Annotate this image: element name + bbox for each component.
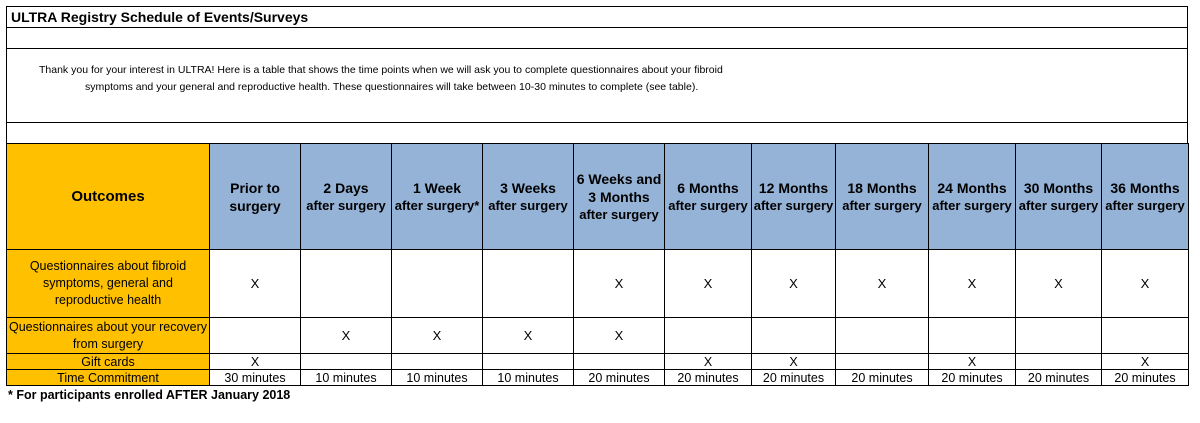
table-row [7, 370, 1189, 386]
intro-line-2: symptoms and your general and reproductive health. These questionnaires will take between 10-30 minutes to complete (see table). [85, 81, 699, 93]
row-label: Questionnaires about your recovery from surgery [7, 318, 210, 354]
blank-row [6, 27, 1188, 48]
table-cell: X [574, 250, 665, 318]
schedule-table [6, 143, 1189, 386]
table-cell: 30 minutes [210, 370, 301, 386]
timepoint-header: 24 Months after surgery [929, 144, 1016, 250]
outcomes-header: Outcomes [7, 144, 210, 250]
table-row [7, 250, 1189, 318]
table-cell [929, 318, 1016, 354]
intro-text [6, 48, 1188, 122]
timepoint-header: Prior to surgery [210, 144, 301, 250]
table-cell: X [665, 250, 752, 318]
table-cell: X [210, 354, 301, 370]
header-row [7, 144, 1189, 250]
table-cell: X [1016, 250, 1102, 318]
row-label: Questionnaires about fibroid symptoms, general and reproductive health [7, 250, 210, 318]
table-cell: X [929, 250, 1016, 318]
table-cell: 20 minutes [665, 370, 752, 386]
table-cell: 10 minutes [483, 370, 574, 386]
table-cell: 20 minutes [574, 370, 665, 386]
timepoint-header: 6 Weeks and 3 Months after surgery [574, 144, 665, 250]
table-cell [1016, 318, 1102, 354]
table-cell: X [301, 318, 392, 354]
table-cell [483, 250, 574, 318]
table-cell [1102, 318, 1189, 354]
table-cell: 10 minutes [392, 370, 483, 386]
table-cell [836, 354, 929, 370]
table-cell: X [752, 354, 836, 370]
table-cell: 20 minutes [1016, 370, 1102, 386]
table-cell: 20 minutes [836, 370, 929, 386]
timepoint-header: 30 Months after surgery [1016, 144, 1102, 250]
table-row [7, 354, 1189, 370]
timepoint-header: 3 Weeks after surgery [483, 144, 574, 250]
timepoint-header: 18 Months after surgery [836, 144, 929, 250]
timepoint-header: 1 Week after surgery* [392, 144, 483, 250]
table-cell [1016, 354, 1102, 370]
row-label: Gift cards [7, 354, 210, 370]
table-cell [483, 354, 574, 370]
table-cell [301, 250, 392, 318]
table-cell: 20 minutes [752, 370, 836, 386]
table-cell: X [665, 354, 752, 370]
row-label: Time Commitment [7, 370, 210, 386]
footnote: * For participants enrolled AFTER January 2018 [8, 388, 291, 402]
table-cell [836, 318, 929, 354]
table-cell: 20 minutes [1102, 370, 1189, 386]
table-cell [665, 318, 752, 354]
table-cell [392, 250, 483, 318]
table-cell [301, 354, 392, 370]
table-cell: X [392, 318, 483, 354]
table-row [7, 318, 1189, 354]
table-cell: X [836, 250, 929, 318]
table-cell: X [1102, 354, 1189, 370]
table-cell: X [752, 250, 836, 318]
timepoint-header: 2 Days after surgery [301, 144, 392, 250]
sheet-title: ULTRA Registry Schedule of Events/Surveys [6, 6, 1188, 27]
timepoint-header: 36 Months after surgery [1102, 144, 1189, 250]
table-cell: X [210, 250, 301, 318]
table-cell: 10 minutes [301, 370, 392, 386]
table-cell: 20 minutes [929, 370, 1016, 386]
table-cell [752, 318, 836, 354]
table-cell: X [483, 318, 574, 354]
table-cell: X [574, 318, 665, 354]
table-cell [574, 354, 665, 370]
timepoint-header: 12 Months after surgery [752, 144, 836, 250]
intro-line-1: Thank you for your interest in ULTRA! Here is a table that shows the time points when we will ask you to complete questionnaires about your fibroid [39, 64, 723, 76]
blank-row [6, 122, 1188, 143]
table-cell [392, 354, 483, 370]
table-cell: X [929, 354, 1016, 370]
table-cell [210, 318, 301, 354]
table-cell: X [1102, 250, 1189, 318]
schedule-sheet [6, 6, 1188, 402]
timepoint-header: 6 Months after surgery [665, 144, 752, 250]
